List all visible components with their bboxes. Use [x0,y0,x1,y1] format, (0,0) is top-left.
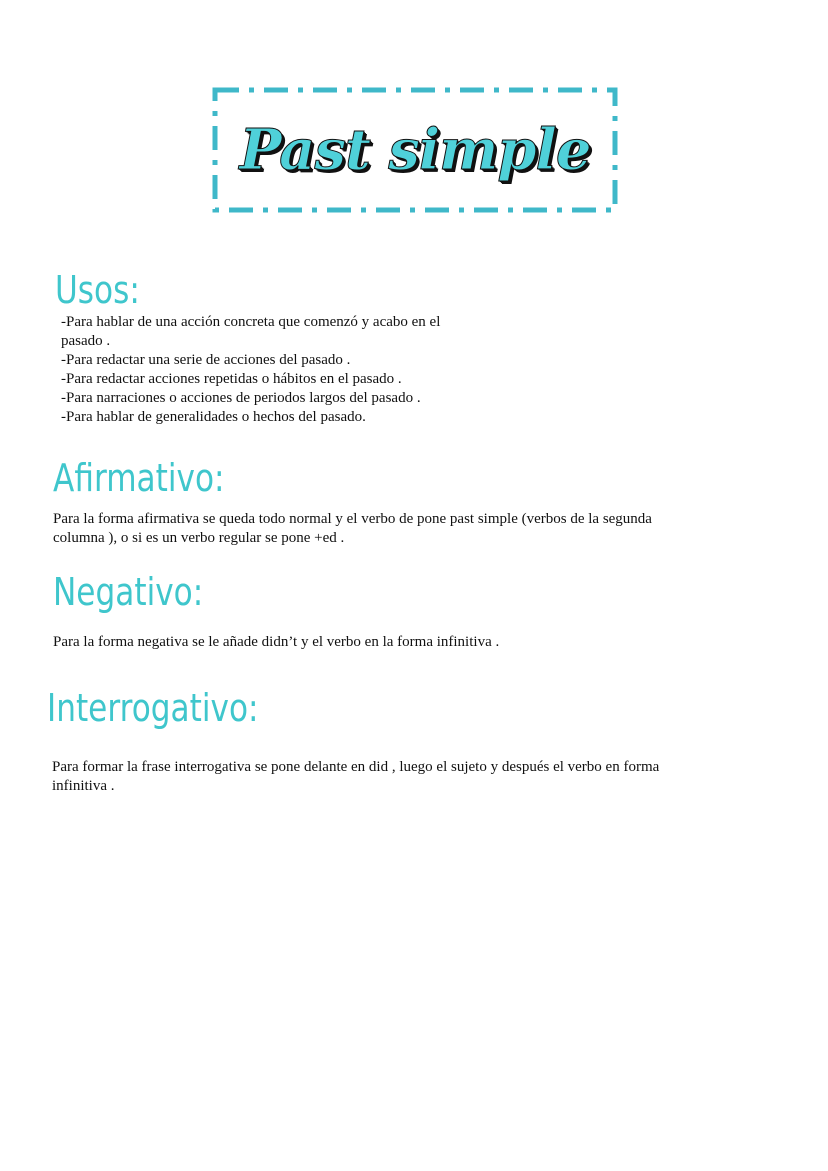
usos-heading: Usos: [55,268,140,312]
text-line: columna ), o si es un verbo regular se pone +ed . [53,530,345,546]
list-item: -Para redactar una serie de acciones del pasado . [61,352,351,368]
list-item: pasado . [61,333,111,349]
text-line: Para formar la frase interrogativa se pone delante en did , luego el sujeto y después el verbo en forma [52,759,660,775]
list-item: -Para narraciones o acciones de periodos largos del pasado . [61,390,421,406]
afirmativo-heading: Afirmativo: [53,456,225,500]
page-title: Past simple [239,117,591,183]
text-line: Para la forma afirmativa se queda todo normal y el verbo de pone past simple (verbos de la segunda [53,511,652,527]
list-item: -Para redactar acciones repetidas o hábitos en el pasado . [61,371,402,387]
afirmativo-text [53,510,652,548]
negativo-text [53,633,499,652]
list-item: -Para hablar de una acción concreta que comenzó y acabo en el [61,314,441,330]
usos-list [61,313,440,427]
negativo-heading: Negativo: [53,570,204,614]
title-frame [212,87,618,213]
text-line: infinitiva . [52,778,115,794]
text-line: Para la forma negativa se le añade didn’t y el verbo en la forma infinitiva . [53,634,500,650]
interrogativo-heading: Interrogativo: [47,686,259,730]
interrogativo-text [52,758,659,796]
list-item: -Para hablar de generalidades o hechos del pasado. [61,409,366,425]
